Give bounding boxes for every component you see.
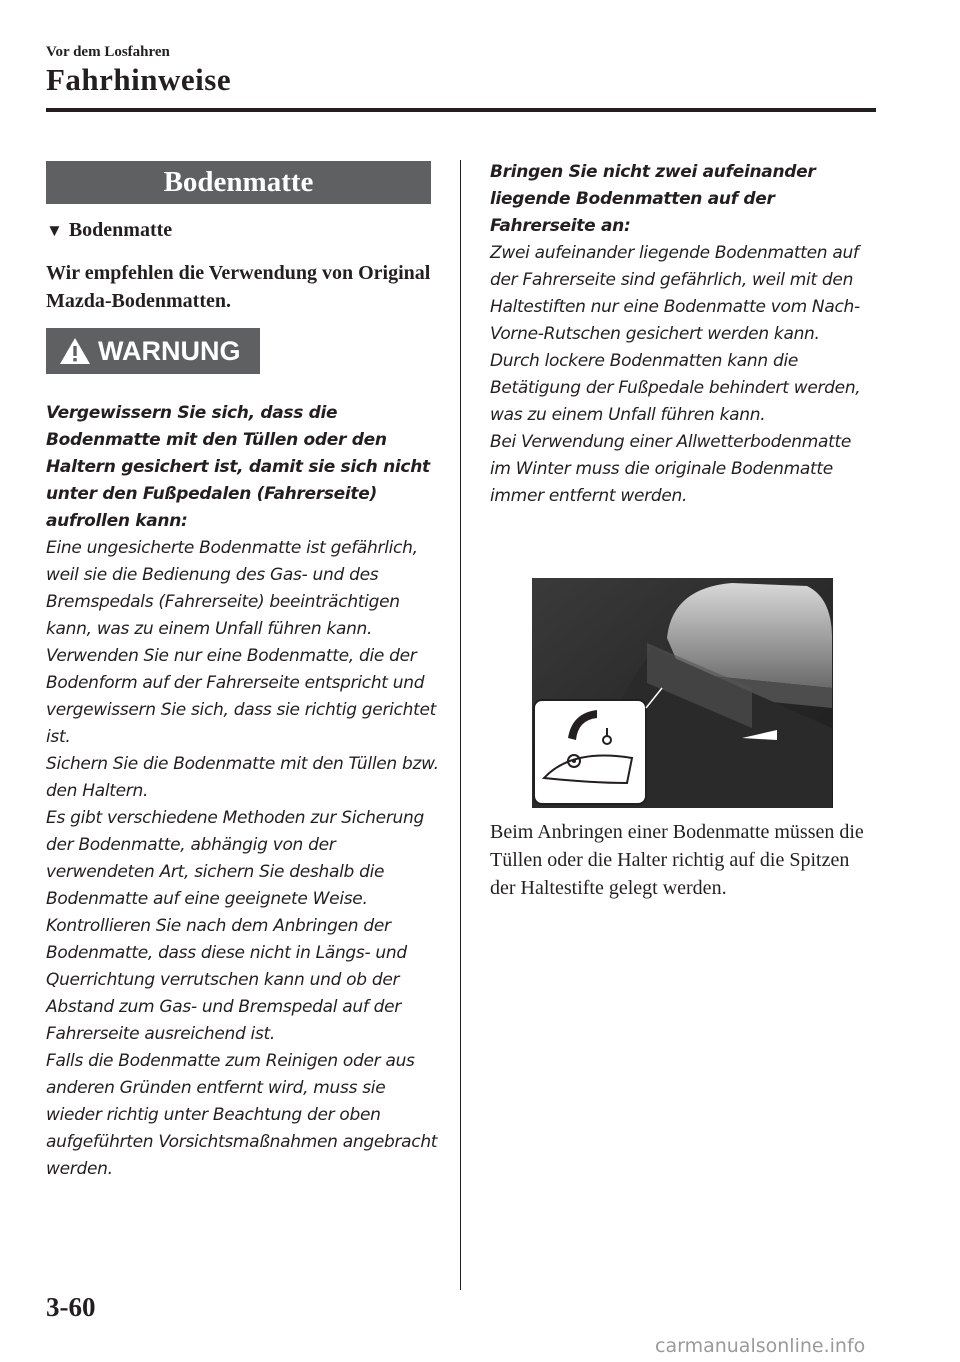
page-number: 3-60 — [46, 1292, 96, 1322]
page-title: Fahrhinweise — [46, 62, 232, 97]
triangle-down-icon: ▼ — [46, 221, 63, 240]
warning-paragraph: Es gibt verschiedene Methoden zur Sicherung der Bodenmatte, abhängig von der verwendeten Art, sichern Sie deshalb die Bodenmatte auf eine geeignete Weise. — [46, 808, 424, 909]
watermark: carmanualsonline.info — [655, 1335, 866, 1357]
breadcrumb: Vor dem Losfahren — [46, 44, 170, 60]
warning-paragraph: Durch lockere Bodenmatten kann die Betätigung der Fußpedale behindert werden, was zu einem Unfall führen kann. — [490, 351, 861, 425]
warning-paragraph: Zwei aufeinander liegende Bodenmatten auf der Fahrerseite sind gefährlich, weil mit den Haltestiften nur eine Bodenmatte vom Nach-Vorne-Rutschen gesichert werden kann. — [490, 243, 860, 344]
warning-paragraph: Falls die Bodenmatte zum Reinigen oder aus anderen Gründen entfernt wird, muss sie wieder richtig unter Beachtung der oben aufgeführten Vorsichtsmaßnahmen angebracht werden. — [46, 1051, 438, 1179]
warning-paragraph: Verwenden Sie nur eine Bodenmatte, die der Bodenform auf der Fahrerseite entspricht und vergewissern Sie sich, dass sie richtig gerichtet ist. — [46, 646, 436, 747]
warning-text-right — [490, 159, 875, 510]
intro-text: Wir empfehlen die Verwendung von Original Mazda-Bodenmatten. — [46, 262, 431, 312]
section-banner: Bodenmatte — [46, 161, 431, 204]
warning-lead: Bringen Sie nicht zwei aufeinander liegende Bodenmatten auf der Fahrerseite an: — [490, 162, 816, 236]
warning-badge — [46, 328, 260, 374]
warning-paragraph: Bei Verwendung einer Allwetterbodenmatte im Winter muss die originale Bodenmatte immer entfernt werden. — [490, 432, 852, 506]
warning-lead: Vergewissern Sie sich, dass die Bodenmatte mit den Tüllen oder den Haltern gesichert ist, damit sie sich nicht unter den Fußpedalen (Fahrerseite) aufrollen kann: — [46, 403, 430, 531]
warning-triangle-icon — [58, 336, 92, 366]
figure-caption: Beim Anbringen einer Bodenmatte müssen die Tüllen oder die Halter richtig auf die Spitzen der Haltestifte gelegt werden. — [490, 821, 864, 899]
subheading — [46, 219, 172, 242]
warning-paragraph: Sichern Sie die Bodenmatte mit den Tüllen bzw. den Haltern. — [46, 754, 439, 801]
warning-paragraph: Eine ungesicherte Bodenmatte ist gefährlich, weil sie die Bedienung des Gas- und des Bremspedals (Fahrerseite) beeinträchtigen kann, was zu einem Unfall führen kann. — [46, 538, 418, 639]
subheading-label: Bodenmatte — [68, 219, 173, 241]
warning-label: WARNUNG — [98, 335, 241, 366]
warning-paragraph: Kontrollieren Sie nach dem Anbringen der Bodenmatte, dass diese nicht in Längs- und Querrichtung verrutschen kann und ob der Abstand zum Gas- und Bremspedal auf der Fahrerseite ausreichend ist. — [46, 916, 407, 1044]
column-divider — [460, 160, 461, 1290]
floor-mat-photo — [532, 578, 833, 808]
header-rule — [46, 108, 876, 112]
warning-text-left — [46, 400, 441, 1183]
